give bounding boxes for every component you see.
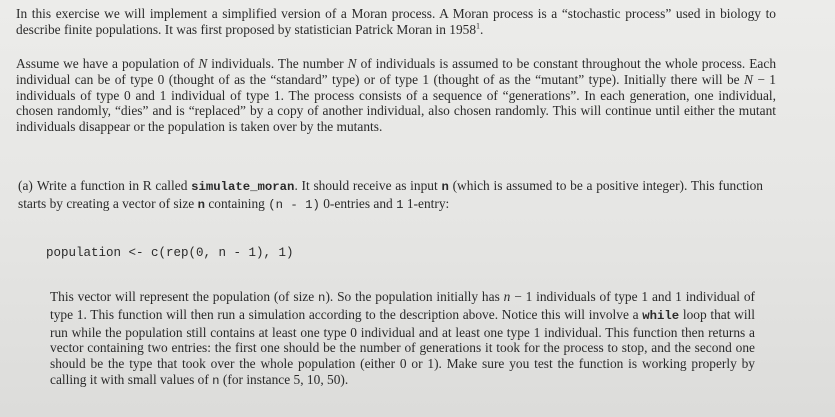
text-segment: . It should receive as input [294, 178, 442, 193]
text-segment: 0-entries and [319, 195, 397, 211]
text-segment: (for instance 5, 10, 50). [219, 371, 349, 387]
assumption-paragraph [16, 56, 776, 135]
text-segment: ). So the population initially has [325, 289, 504, 304]
code-n: n [212, 373, 220, 388]
text-segment: − 1 individuals of type 0 and 1 individual of type 1. The process consists of a sequence of “generations”. In each generation, one individual, chosen randomly, “dies” and is “replaced” by a copy of another individual, also chosen randomly. This will continue until either the mutant individuals disappear or the population is taken over by the mutants. [16, 71, 776, 135]
code-block: population <- c(rep(0, n - 1), 1) [46, 246, 294, 260]
description-paragraph [50, 289, 755, 390]
text-segment: of individuals is assumed to be constant throughout the whole process. Each individual can be of type 0 (thought of as the “standard” type) or of type 1 (thought of as the “mutant” type). Initially there will be [16, 56, 777, 87]
code-one: 1 [396, 197, 404, 212]
text-segment: Assume we have a population of [16, 56, 199, 71]
code-while: while [642, 308, 680, 323]
text-segment: − 1 individuals of type 1 and 1 individual of type 1. This function will then run a simulation according to the description above. Notice this will involve a [50, 289, 755, 322]
code-n: n [441, 180, 449, 194]
code-n: n [197, 197, 205, 212]
text-segment: Write a function in R called [36, 178, 192, 193]
text-segment: This vector will represent the population (of size [50, 289, 319, 304]
task-label: (a) [18, 178, 33, 193]
intro-end: . [480, 21, 484, 37]
text-segment: 1-entry: [403, 195, 450, 211]
code-n: n [318, 291, 326, 305]
math-N: N [347, 56, 357, 71]
intro-paragraph [16, 6, 776, 38]
task-a-paragraph [18, 178, 763, 214]
math-N: N [744, 71, 753, 87]
footnote-mark: 1 [476, 21, 481, 31]
text-segment: (which is assumed to be a positive integer). This function starts by creating a vector of size [18, 178, 763, 211]
text-segment: containing [204, 195, 269, 211]
text-segment: individuals. The number [207, 56, 348, 71]
function-name: simulate_moran [191, 180, 295, 194]
math-N: N [198, 56, 208, 71]
text-segment: loop that will run while the population still contains at least one type 0 individual and at least one type 1 individual. This function then returns a vector containing two entries: the first one should be the number of generations it took for the process to stop, and the second one should be the type that took over the whole population (either 0 or 1). Make sure you test the function is working properly by calling it with small values of [50, 306, 755, 387]
code-expression: (n - 1) [268, 197, 320, 212]
intro-text: In this exercise we will implement a simplified version of a Moran process. A Moran process is a “stochastic process” used in biology to describe finite populations. It was first proposed by statistician Patrick Moran in 1958 [16, 6, 776, 37]
math-n: n [503, 289, 511, 304]
